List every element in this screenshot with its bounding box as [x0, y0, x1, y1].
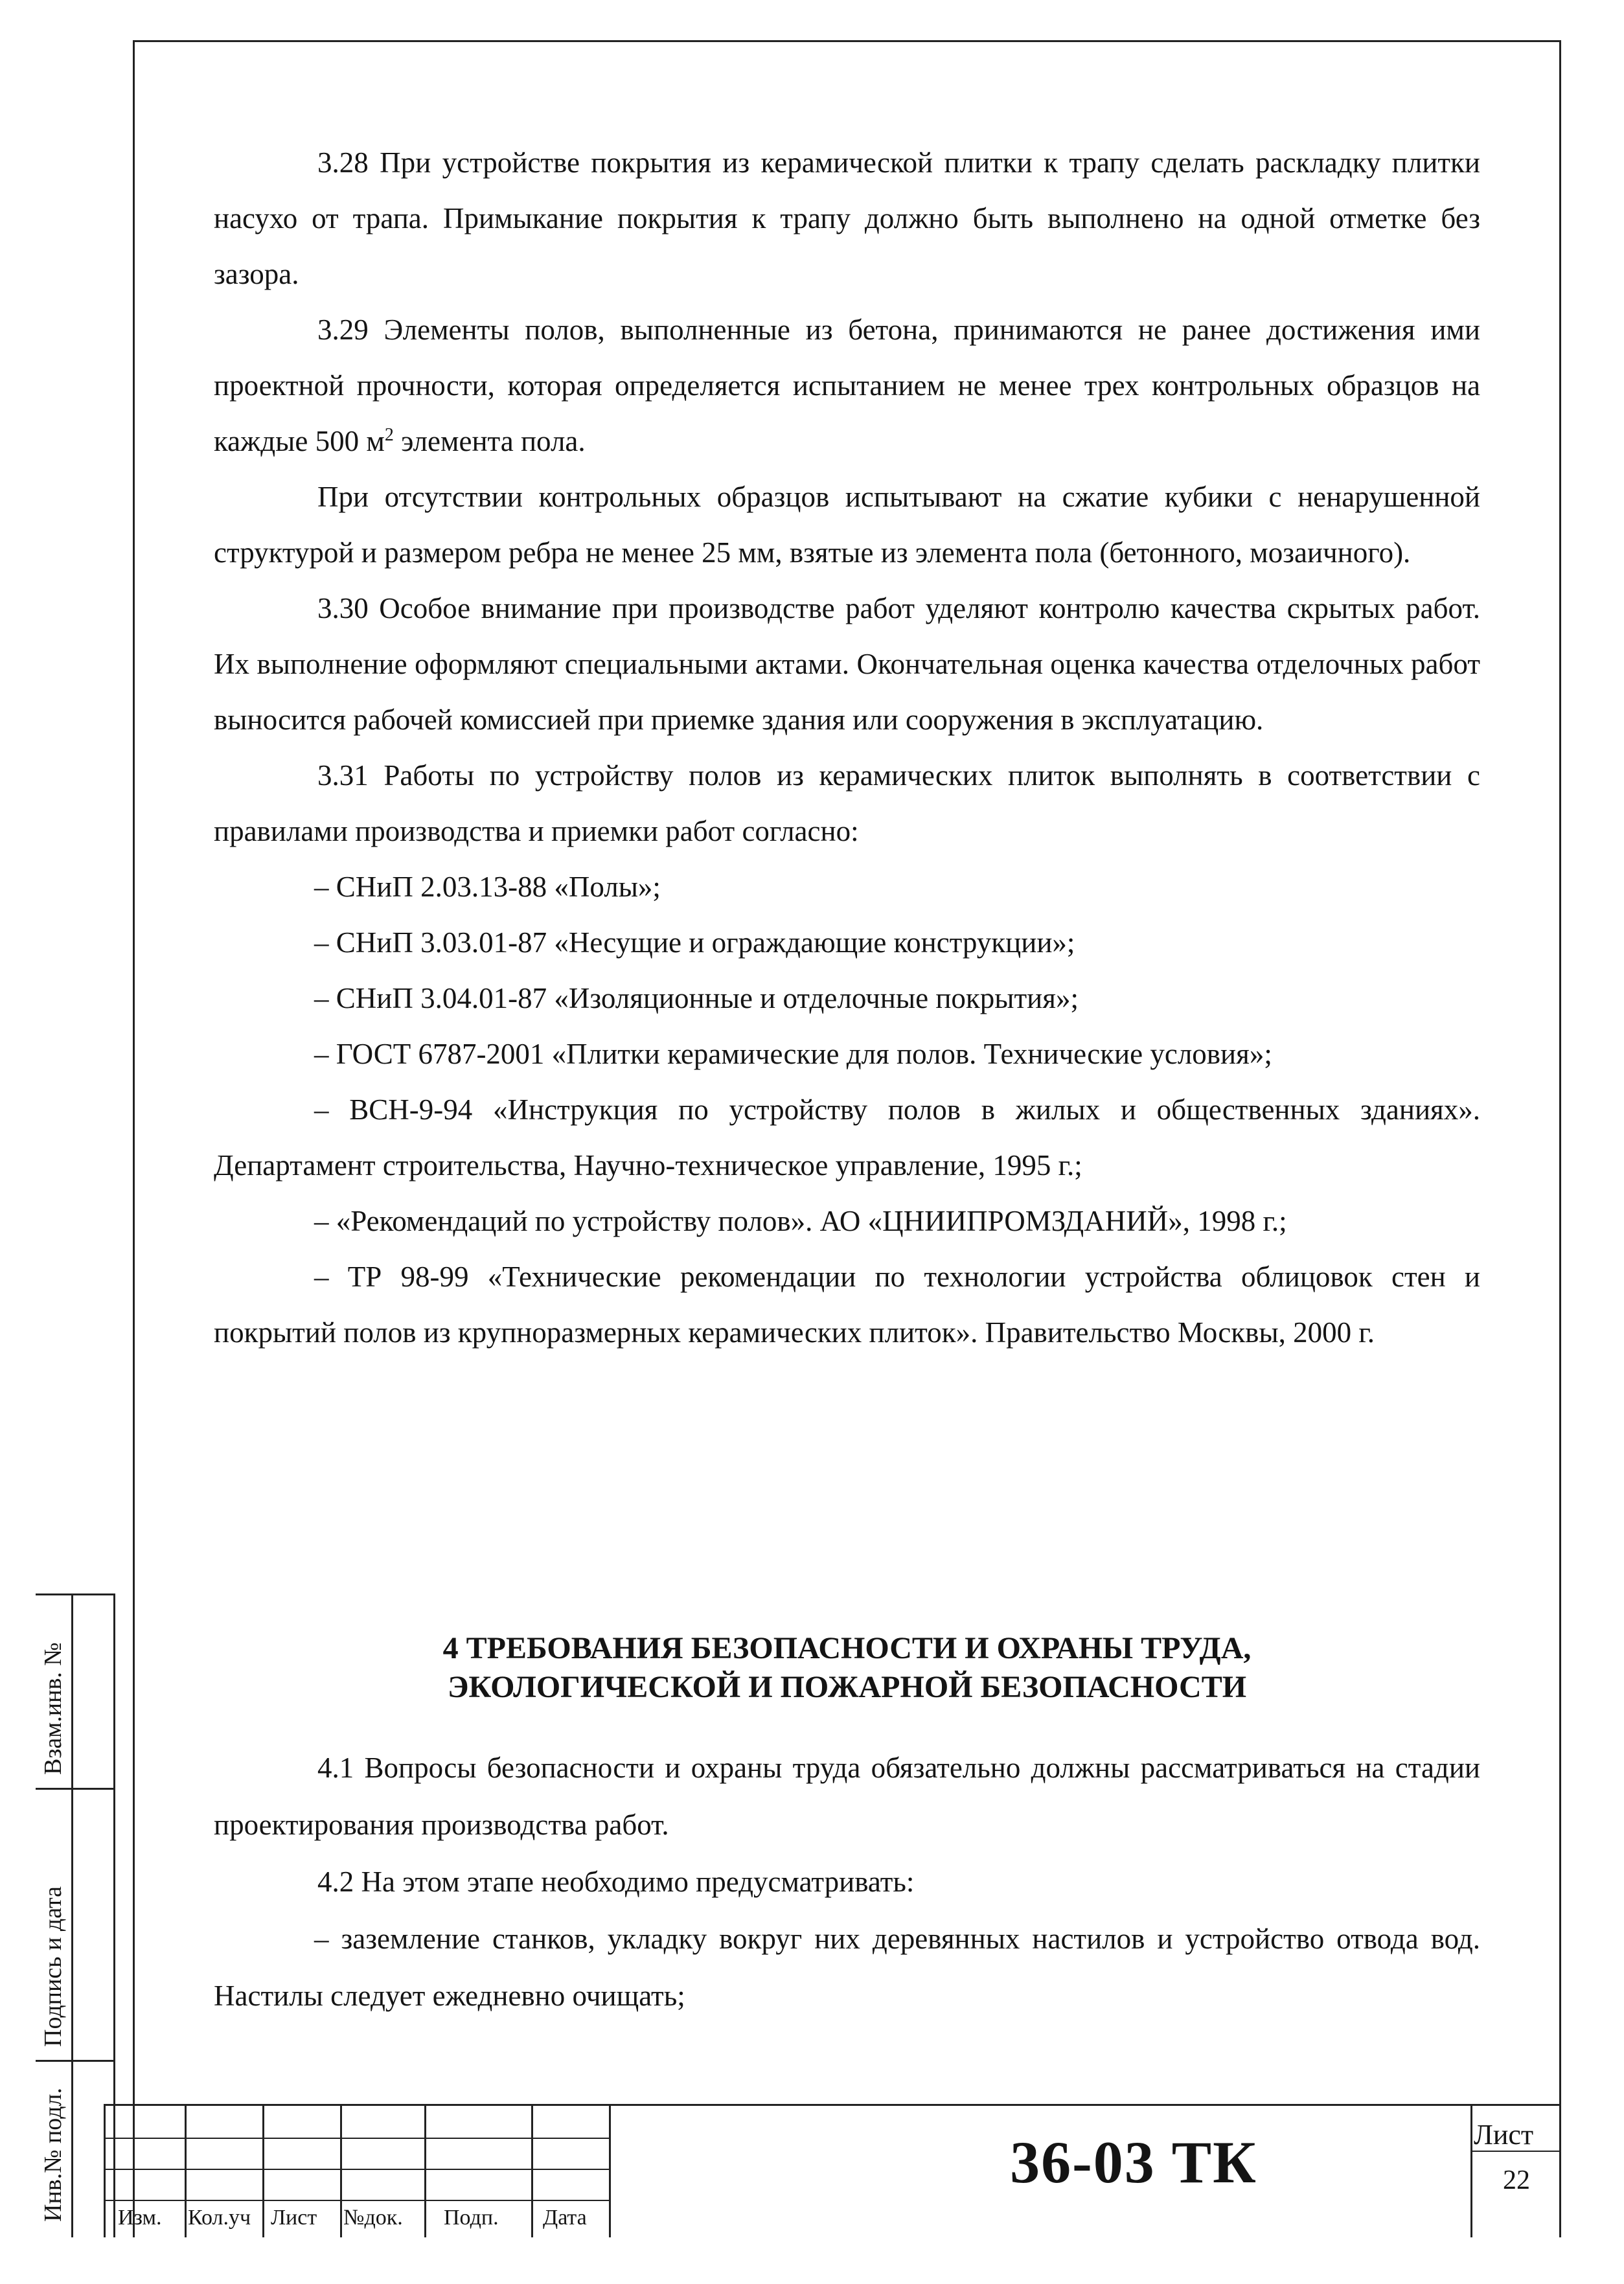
side-label-vzam: Взам.инв. №	[40, 1642, 67, 1775]
side-stamp-divider	[36, 1788, 113, 1790]
title-block-col-line	[424, 2104, 426, 2237]
section-4-heading	[214, 1629, 1480, 1707]
section-4-text	[214, 1739, 1480, 2024]
paragraph-4-2: 4.2 На этом этапе необходимо предусматривать:	[317, 1866, 915, 1898]
side-label-inv: Инв.№ подл.	[40, 2087, 67, 2222]
column-data: Дата	[543, 2206, 587, 2230]
side-label-podpis: Подпись и дата	[40, 1886, 67, 2047]
paragraph-3-28: 3.28 При устройстве покрытия из керамической плитки к трапу сделать раскладку плитки насухо от трапа. Примыкание покрытия к трапу должно быть выполнено на одной отметке без зазора.	[214, 146, 1480, 290]
title-block-row-line	[104, 2169, 609, 2170]
column-kol-uch: Кол.уч	[188, 2206, 251, 2230]
paragraph-3-31: 3.31 Работы по устройству полов из керамических плиток выполнять в соответствии с правилами производства и приемки работ согласно:	[214, 759, 1480, 847]
paragraph-3-29-after: элемента пола.	[393, 425, 586, 457]
column-izm: Изм.	[118, 2206, 162, 2230]
title-block-row-line	[104, 2200, 609, 2201]
paragraph-4-2-item: – заземление станков, укладку вокруг них деревянных настилов и устройство отвода вод. Настилы следует ежедневно очищать;	[214, 1923, 1480, 2012]
side-stamp-divider-inner	[71, 1593, 73, 2237]
sheet-number: 22	[1503, 2165, 1530, 2195]
column-podp: Подп.	[444, 2206, 499, 2230]
title-block-row-line	[104, 2138, 609, 2139]
reference-item: – ГОСТ 6787-2001 «Плитки керамические для полов. Технические условия»;	[314, 1038, 1272, 1070]
sheet-label: Лист	[1474, 2119, 1534, 2151]
paragraph-3-29-before: 3.29 Элементы полов, выполненные из бетона, принимаются не ранее достижения ими проектной прочности, которая определяется испытанием не менее трех контрольных образцов на каждые 500 м	[214, 314, 1480, 457]
title-block-sheet-divider	[1470, 2104, 1472, 2237]
paragraph-3-30: 3.30 Особое внимание при производстве работ уделяют контролю качества скрытых работ. Их выполнение оформляют специальными актами. Окончательная оценка качества отделочных работ выносится рабочей комиссией при приемке здания или сооружения в эксплуатацию.	[214, 592, 1480, 736]
side-stamp-divider	[36, 2060, 113, 2062]
reference-item: – «Рекомендаций по устройству полов». АО «ЦНИИПРОМЗДАНИЙ», 1998 г.;	[314, 1205, 1287, 1237]
superscript-2: 2	[384, 425, 394, 445]
side-stamp-divider	[36, 1593, 113, 1595]
side-stamp-border	[113, 1593, 115, 2237]
reference-item: – ВСН-9-94 «Инструкция по устройству полов в жилых и общественных зданиях». Департамент строительства, Научно-техническое управление, 1995 г.;	[214, 1093, 1480, 1182]
title-block-col-line	[609, 2104, 611, 2237]
document-code: 36-03 ТК	[1010, 2129, 1257, 2195]
column-ndok: №док.	[343, 2206, 403, 2230]
section-4-heading-line1: 4 ТРЕБОВАНИЯ БЕЗОПАСНОСТИ И ОХРАНЫ ТРУДА,	[442, 1631, 1252, 1665]
title-block-col-line	[104, 2104, 106, 2237]
reference-item: – СНиП 3.03.01-87 «Несущие и ограждающие конструкции»;	[314, 926, 1075, 959]
title-block-col-line	[340, 2104, 342, 2237]
paragraph-control-samples: При отсутствии контрольных образцов испытывают на сжатие кубики с ненарушенной структурой и размером ребра не менее 25 мм, взятые из элемента пола (бетонного, мозаичного).	[214, 481, 1480, 569]
reference-item: – ТР 98-99 «Технические рекомендации по технологии устройства облицовок стен и покрытий полов из крупноразмерных керамических плиток». Правительство Москвы, 2000 г.	[214, 1261, 1480, 1349]
title-block-col-line	[185, 2104, 187, 2237]
paragraph-4-1: 4.1 Вопросы безопасности и охраны труда обязательно должны рассматриваться на стадии проектирования производства работ.	[214, 1752, 1480, 1841]
reference-item: – СНиП 2.03.13-88 «Полы»;	[314, 871, 661, 903]
section-4-heading-line2: ЭКОЛОГИЧЕСКОЙ И ПОЖАРНОЙ БЕЗОПАСНОСТИ	[447, 1670, 1247, 1704]
reference-item: – СНиП 3.04.01-87 «Изоляционные и отделочные покрытия»;	[314, 982, 1079, 1014]
title-block-col-line	[531, 2104, 533, 2237]
title-block-top-border	[104, 2104, 1561, 2106]
main-text	[214, 135, 1480, 1360]
title-block-col-line	[262, 2104, 264, 2237]
paragraph-3-29	[214, 302, 1480, 469]
column-list: Лист	[271, 2206, 317, 2230]
